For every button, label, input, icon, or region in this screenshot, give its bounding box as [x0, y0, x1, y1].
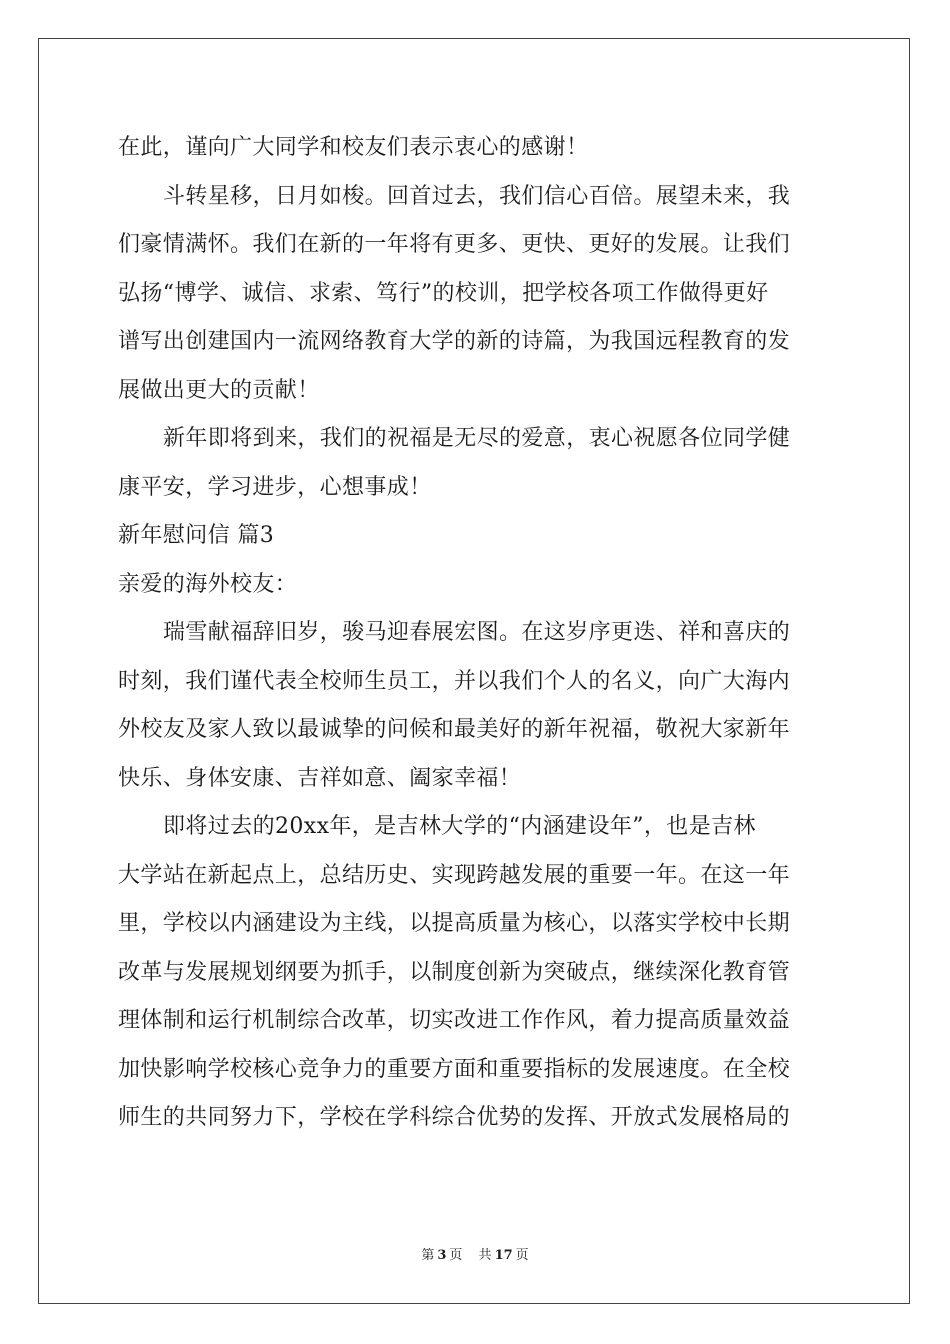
text-line: 弘扬“博学、诚信、求索、笃行”的校训，把学校各项工作做得更好: [118, 280, 769, 306]
text-line: 新年即将到来，我们的祝福是无尽的爱意，衷心祝愿各位同学健: [163, 426, 791, 451]
document-body: [118, 128, 838, 1147]
text-line: 加快影响学校核心竞争力的重要方面和重要指标的发展速度。在全校: [118, 1056, 791, 1082]
total-pages: 17: [494, 1248, 513, 1263]
text-line: 时刻，我们谨代表全校师生员工，并以我们个人的名义，向广大海内: [118, 668, 791, 694]
total-prefix: 共: [478, 1248, 492, 1263]
text-line: 新年慰问信 篇3: [118, 523, 275, 548]
text-line: 展做出更大的贡献！: [118, 377, 320, 403]
text-line: 们豪情满怀。我们在新的一年将有更多、更快、更好的发展。让我们: [118, 232, 791, 257]
text-line: 里，学校以内涵建设为主线，以提高质量为核心，以落实学校中长期: [118, 911, 791, 936]
text-line: 瑞雪献福辞旧岁，骏马迎春展宏图。在这岁序更迭、祥和喜庆的: [163, 620, 791, 645]
page-prefix: 第: [421, 1248, 435, 1263]
text-line: 快乐、身体安康、吉祥如意、阖家幸福！: [118, 765, 522, 791]
text-line: 理体制和运行机制综合改革，切实改进工作作风，着力提高质量效益: [118, 1008, 791, 1033]
total-suffix: 页: [515, 1248, 529, 1263]
page-suffix: 页: [449, 1248, 463, 1263]
text-line: 改革与发展规划纲要为抓手，以制度创新为突破点，继续深化教育管: [118, 959, 791, 985]
page-footer: [0, 1244, 950, 1263]
text-line: 大学站在新起点上，总结历史、实现跨越发展的重要一年。在这一年: [118, 862, 791, 888]
page-total: [476, 1248, 532, 1263]
text-line: 在此，谨向广大同学和校友们表示衷心的感谢！: [118, 135, 589, 160]
current-page: 3: [437, 1248, 447, 1263]
text-line: 斗转星移，日月如梭。回首过去，我们信心百倍。展望未来，我: [163, 183, 791, 209]
text-line: 亲爱的海外校友：: [118, 571, 298, 597]
text-line: 即将过去的20xx年，是吉林大学的“内涵建设年”，也是吉林: [163, 814, 756, 839]
page-number: [418, 1248, 465, 1263]
text-line: 师生的共同努力下，学校在学科综合优势的发挥、开放式发展格局的: [118, 1105, 791, 1130]
text-line: 外校友及家人致以最诚挚的问候和最美好的新年祝福，敬祝大家新年: [118, 717, 791, 742]
text-line: 谱写出创建国内一流网络教育大学的新的诗篇，为我国远程教育的发: [118, 329, 791, 354]
text-line: 康平安，学习进步，心想事成！: [118, 474, 432, 500]
